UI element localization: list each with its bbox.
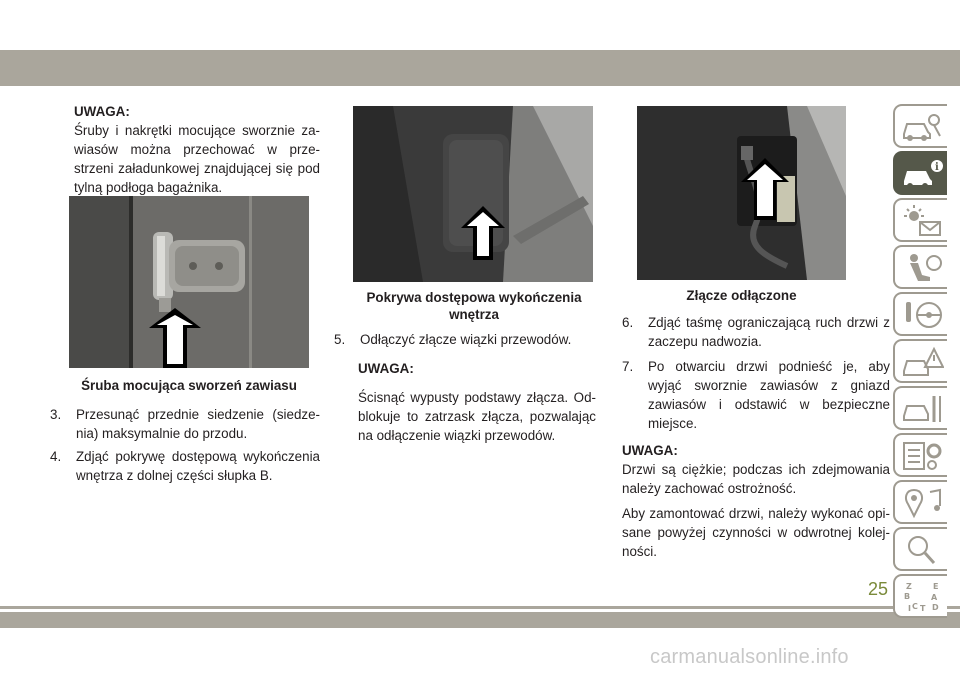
tab-steering-wheel[interactable]	[893, 292, 947, 336]
tab-car-warning[interactable]	[893, 339, 947, 383]
index-letter: B	[904, 592, 911, 601]
watermark[interactable]: carmanualsonline.info	[650, 646, 849, 668]
search-icon	[900, 533, 944, 567]
svg-text:i: i	[935, 162, 939, 173]
note-text: Drzwi są ciężkie; podczas ich zdejmowania należy zachować ostrożność.	[622, 462, 890, 496]
step-text: Zdjąć taśmę ograniczającą ruch drzwi z zaczepu nadwozia.	[648, 315, 890, 349]
closing-text: Aby zamontować drzwi, należy wykonać opi-sane powyżej czynności w odwrotnej kolej-ności.	[622, 506, 890, 559]
step-number: 3.	[50, 407, 62, 422]
tab-car-key[interactable]	[893, 104, 947, 148]
step-5	[334, 330, 596, 349]
steering-wheel-icon	[900, 298, 944, 332]
checklist-gear-icon	[900, 439, 944, 473]
tab-warning-light-mail[interactable]	[893, 198, 947, 242]
page-number: 25	[868, 579, 889, 599]
tab-alphabet-index[interactable]	[893, 574, 947, 618]
car-service-icon	[900, 392, 944, 426]
tab-airbag-seat[interactable]	[893, 245, 947, 289]
photo-caption: Pokrywa dostępowa wykończenia wnętrza	[366, 290, 582, 322]
index-letter: T	[920, 604, 926, 613]
hinge-bolt-photo	[69, 196, 309, 368]
index-letter: C	[912, 602, 918, 611]
warning-light-mail-icon	[900, 204, 944, 238]
step-number: 5.	[334, 332, 346, 347]
connector-photo	[637, 106, 846, 280]
music-navigation-icon	[900, 486, 944, 520]
step-number: 6.	[622, 315, 634, 330]
index-letter: I	[908, 604, 911, 613]
note-text: Ścisnąć wypusty podstawy złącza. Od-blokuje to zatrzask złącza, pozwalając na odłączenie wiązki przewodów.	[358, 390, 596, 443]
note-title: UWAGA:	[74, 104, 130, 119]
step-7	[622, 357, 890, 433]
step-text: Zdjąć pokrywę dostępową wykończenia wnętrza z dolnej części słupka B.	[76, 449, 320, 483]
tab-search[interactable]	[893, 527, 947, 571]
note-text: Śruby i nakrętki mocujące sworznie za-wiasów można przechować w prze-strzeni załadunkowej znajdującej się pod tylną podłoga bagażnika.	[74, 123, 320, 195]
step-3	[50, 405, 320, 443]
step-4	[50, 447, 320, 485]
step-text: Po otwarciu drzwi podnieść je, aby wyjąć sworznie zawiasów z gniazd zawiasów i odstawić w bezpieczne miejsce.	[648, 359, 890, 431]
airbag-seat-icon	[900, 251, 944, 285]
left-column	[62, 102, 320, 197]
left-steps	[50, 405, 320, 485]
middle-text	[334, 330, 596, 445]
index-letter: Z	[906, 582, 912, 591]
index-letter: D	[932, 603, 939, 612]
tab-checklist-gear[interactable]	[893, 433, 947, 477]
photo-caption: Złącze odłączone	[686, 288, 797, 303]
connector-image	[637, 106, 846, 280]
note-title: UWAGA:	[358, 361, 414, 376]
step-6	[622, 313, 890, 351]
header-band	[0, 50, 960, 86]
car-info-icon	[900, 157, 944, 191]
step-text: Przesunąć przednie siedzenie (siedze-nia) maksymalnie do przodu.	[76, 407, 320, 441]
tab-music-navigation[interactable]	[893, 480, 947, 524]
trim-cover-image	[353, 106, 593, 282]
step-number: 4.	[50, 449, 62, 464]
tab-car-info[interactable]	[893, 151, 947, 195]
hinge-bolt-image	[69, 196, 309, 368]
right-text	[622, 313, 890, 561]
index-letter: E	[933, 582, 939, 591]
index-letter: A	[931, 593, 938, 602]
step-text: Odłączyć złącze wiązki przewodów.	[360, 332, 572, 347]
tab-car-service[interactable]	[893, 386, 947, 430]
car-warning-icon	[900, 345, 944, 379]
photo-caption: Śruba mocująca sworzeń zawiasu	[81, 378, 297, 393]
alphabet-index-icon	[900, 580, 944, 614]
trim-cover-photo	[353, 106, 593, 282]
footer-band	[0, 612, 960, 628]
footer-line	[0, 606, 960, 609]
step-number: 7.	[622, 359, 634, 374]
car-key-icon	[900, 110, 944, 144]
note-title: UWAGA:	[622, 443, 678, 458]
